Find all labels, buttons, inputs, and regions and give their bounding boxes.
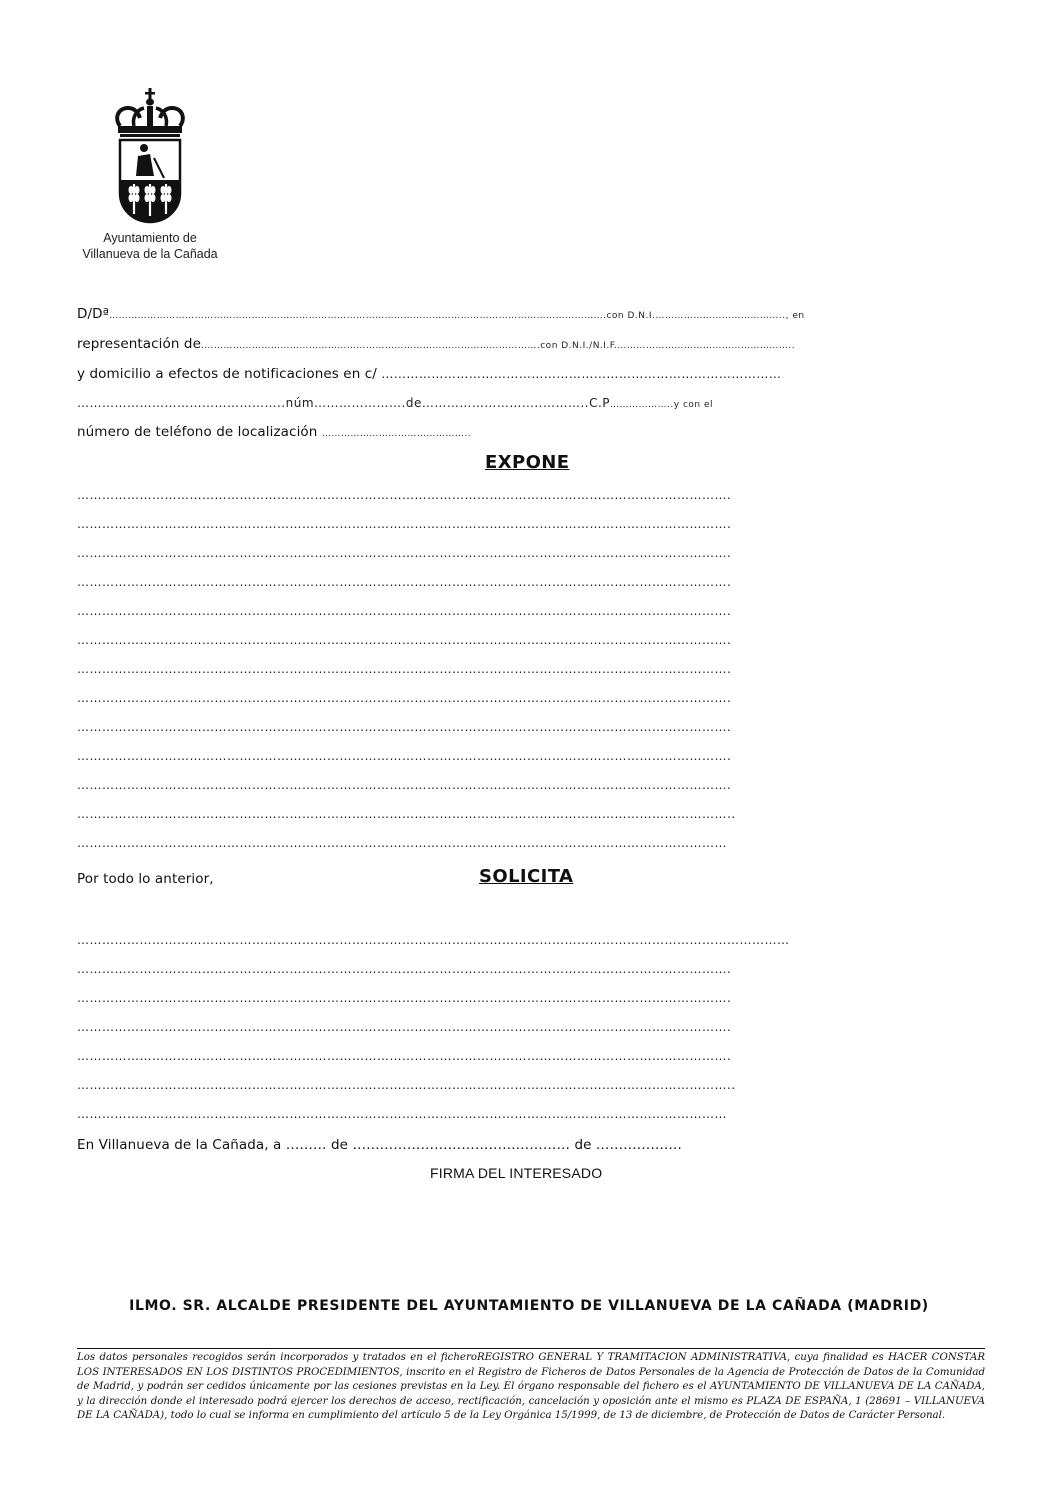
solicita-lead: Por todo lo anterior, [77, 871, 214, 887]
expone-heading: EXPONE [485, 452, 570, 473]
signature-label: FIRMA DEL INTERESADO [430, 1165, 603, 1181]
nif-dots: ……………………………………………….. [617, 341, 796, 351]
postal-dots: ………………..y con el [610, 400, 713, 410]
solicita-line[interactable]: ………………………………………………………………………………………………………………………………………… [77, 1107, 727, 1121]
expone-line[interactable]: …………………………………………………………………………………………………………………………………………. [77, 517, 732, 531]
label-dd: D/Dª [77, 306, 110, 322]
solicita-line[interactable]: ………………………………………………………………………………………………………………………………………….. [77, 1078, 736, 1092]
representation-dots: .…………………………………………………………………………………………….con D.N.I./N.I.F. [201, 341, 618, 351]
number-city-dots: …………………………………………..núm………………….de………………………..………..C.P [77, 396, 611, 410]
expone-line[interactable]: …………………………………………………………………………………………………………………………………………. [77, 488, 732, 502]
expone-line[interactable]: …………………………………………………………………………………………………………………………………………. [77, 749, 732, 763]
legal-notice: Los datos personales recogidos serán incorporados y tratados en el ficheroREGISTRO GENERAL Y TRAMITACION ADMINISTRATIVA, cuya finalidad es HACER CONSTAR LOS INTERESADOS EN LOS DISTINTOS PROCEDIMIENTOS, inscrito en el Registro de Ficheros de Datos Personales de la Agencia de Protección de Datos de la Comunidad de Madrid, y podrán ser cedidos únicamente por las cesiones previstas en la Ley. El órgano responsable del fichero es el AYUNTAMIENTO DE VILLANUEVA DE LA CAÑADA, y la dirección donde el interesado podrá ejercer los derechos de acceso, rectificación, cancelación y oposición ante el mismo es PLAZA DE ESPAÑA, 1 (28691 – VILLANUEVA DE LA CAÑADA), todo lo cual se informa en cumplimiento del artículo 5 de la Ley Orgánica 15/1999, de 13 de diciembre, de Protección de Datos de Carácter Personal. [77, 1352, 985, 1421]
name-dots: ………………………………………………………………………………………………………………………………………….con D.N.I. [109, 311, 656, 321]
dni-dots: ………………………………….., en [655, 311, 805, 321]
expone-line[interactable]: …………………………………………………………………………………………………………………………………………. [77, 720, 732, 734]
field-name-line[interactable] [77, 306, 982, 322]
solicita-line[interactable]: …………………………………………………………………………………………………………………………………………. [77, 1049, 732, 1063]
solicita-heading: SOLICITA [479, 866, 574, 887]
field-address-line[interactable] [77, 366, 982, 382]
expone-line[interactable]: …………………………………………………………………………………………………………………………………………. [77, 575, 732, 589]
solicita-line[interactable]: ……………………………………………………………………………………………………………………………………………………… [77, 933, 790, 947]
place-date-line[interactable]: En Villanueva de la Cañada, a ……… de ………………………………………… de ………………. [77, 1137, 682, 1153]
solicita-line[interactable]: …………………………………………………………………………………………………………………………………………. [77, 991, 732, 1005]
solicita-line[interactable]: …………………………………………………………………………………………………………………………………………. [77, 1020, 732, 1034]
expone-line[interactable]: …………………………………………………………………………………………………………………………………………. [77, 633, 732, 647]
divider [77, 1348, 985, 1349]
expone-line[interactable]: …………………………………………………………………………………………………………………………………………. [77, 546, 732, 560]
organization-name [60, 230, 240, 262]
org-line-2: Villanueva de la Cañada [82, 247, 218, 261]
coat-of-arms-icon [110, 88, 190, 228]
org-line-1: Ayuntamiento de [103, 231, 197, 245]
addressee: ILMO. SR. ALCALDE PRESIDENTE DEL AYUNTAMIENTO DE VILLANUEVA DE LA CAÑADA (MADRID) [129, 1298, 929, 1314]
expone-line[interactable]: …………………………………………………………………………………………………………………………………………. [77, 778, 732, 792]
expone-line[interactable]: …………………………………………………………………………………………………………………………………………. [77, 604, 732, 618]
expone-line[interactable]: …………………………………………………………………………………………………………………………………………. [77, 691, 732, 705]
label-address: y domicilio a efectos de notificaciones en c/ [77, 366, 377, 382]
field-phone-line[interactable] [77, 424, 982, 440]
expone-line[interactable]: ………………………………………………………………………………………………………………………………………… [77, 836, 727, 850]
field-number-city-line[interactable] [77, 395, 982, 411]
field-representation-line[interactable] [77, 336, 982, 352]
expone-line[interactable]: ………………………………………………………………………………………………………………………………………….. [77, 807, 736, 821]
address-dots: …………………………………………………………………………………… [381, 367, 782, 381]
solicita-line[interactable]: …………………………………………………………………………………………………………………………………………. [77, 962, 732, 976]
expone-line[interactable]: …………………………………………………………………………………………………………………………………………. [77, 662, 732, 676]
phone-dots: ……………………………………….. [321, 429, 472, 439]
label-representation: representación de [77, 336, 202, 352]
label-phone: número de teléfono de localización [77, 424, 318, 440]
